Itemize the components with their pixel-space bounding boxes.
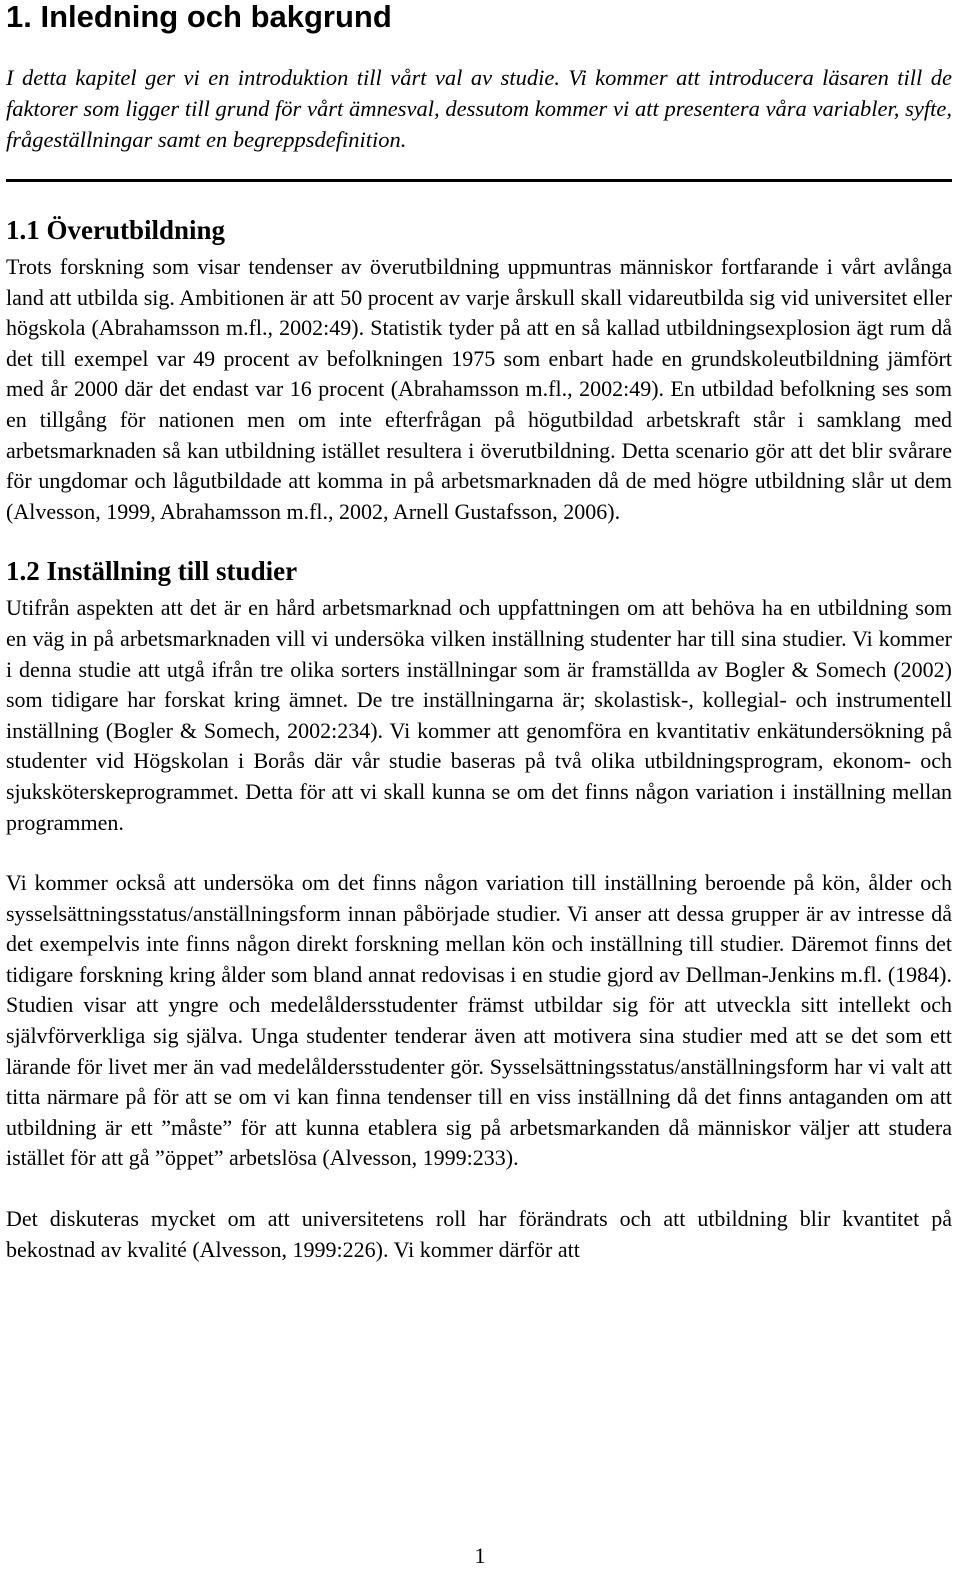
section-paragraph: Det diskuteras mycket om att universitetens roll har förändrats och att utbildning blir kvantitet på bekostnad av kvalité (Alvesson, 1999:226). Vi kommer därför att <box>6 1206 952 1262</box>
page-number: 1 <box>474 1543 486 1568</box>
horizontal-divider <box>6 179 952 182</box>
chapter-title: 1. Inledning och bakgrund <box>6 0 392 34</box>
section-paragraph: Utifrån aspekten att det är en hård arbetsmarknad och uppfattningen om att behöva ha en utbildning som en väg in på arbetsmarknaden vill vi undersöka vilken inställning studenter har till sina studier. Vi kommer i denna studie att utgå ifrån tre olika sorters inställningar som är framställda av Bogler & Somech (2002) som tidigare har forskat kring ämnet. De tre inställningarna är; skolastisk-, kollegial- och instrumentell inställning (Bogler & Somech, 2002:234). Vi kommer att genomföra en kvantitativ enkätundersökning på studenter vid Högskolan i Borås där vår studie baseras på två olika utbildningsprogram, ekonom- och sjuksköterskeprogrammet. Detta för att vi skall kunna se om det finns någon variation i inställning mellan programmen. <box>6 595 952 835</box>
section-heading-installning: 1.2 Inställning till studier <box>6 556 298 587</box>
chapter-intro: I detta kapitel ger vi en introduktion till vårt val av studie. Vi kommer att introducera läsaren till de faktorer som ligger till grund för vårt ämnesval, dessutom kommer vi att presentera våra variabler, syfte, frågeställningar samt en begreppsdefinition. <box>6 65 952 152</box>
section-heading-overutbildning: 1.1 Överutbildning <box>6 215 226 245</box>
section-paragraph: Trots forskning som visar tendenser av överutbildning uppmuntras människor fortfarande i vårt avlånga land att utbilda sig. Ambitionen är att 50 procent av varje årskull skall vidareutbilda sig vid universitet eller högskola (Abrahamsson m.fl., 2002:49). Statistik tyder på att en så kallad utbildningsexplosion ägt rum då det till exempel var 49 procent av befolkningen 1975 som enbart hade en grundskoleutbildning jämfört med år 2000 där det endast var 16 procent (Abrahamsson m.fl., 2002:49). En utbildad befolkning ses som en tillgång för nationen men om inte efterfrågan på högutbildad arbetskraft står i samklang med arbetsmarknaden så kan utbildning istället resultera i överutbildning. Detta scenario gör att det blir svårare för ungdomar och lågutbildade att komma in på arbetsmarknaden då de med högre utbildning slår ut dem (Alvesson, 1999, Abrahamsson m.fl., 2002, Arnell Gustafsson, 2006). <box>6 254 952 524</box>
section-paragraph: Vi kommer också att undersöka om det finns någon variation till inställning beroende på kön, ålder och sysselsättningsstatus/anställningsform innan påbörjade studier. Vi anser att dessa grupper är av intresse då det exempelvis inte finns någon direkt forskning mellan kön och inställning till studier. Däremot finns det tidigare forskning kring ålder som bland annat redovisas i en studie gjord av Dellman-Jenkins m.fl. (1984). Studien visar att yngre och medelåldersstudenter främst utbildar sig för att utveckla sitt intellekt och självförverkliga sig själva. Unga studenter tenderar även att motivera sina studier med att se det som ett lärande för livet mer än vad medelåldersstudenter gör. Sysselsättningsstatus/anställningsform har vi valt att titta närmare på för att se om vi kan finna tendenser till en viss inställning då det finns antaganden om att utbildning är ett ”måste” för att kunna etablera sig på arbetsmarkanden då människor väljer att studera istället för att gå ”öppet” arbetslösa (Alvesson, 1999:233). <box>6 870 952 1171</box>
document-page <box>6 0 952 1265</box>
